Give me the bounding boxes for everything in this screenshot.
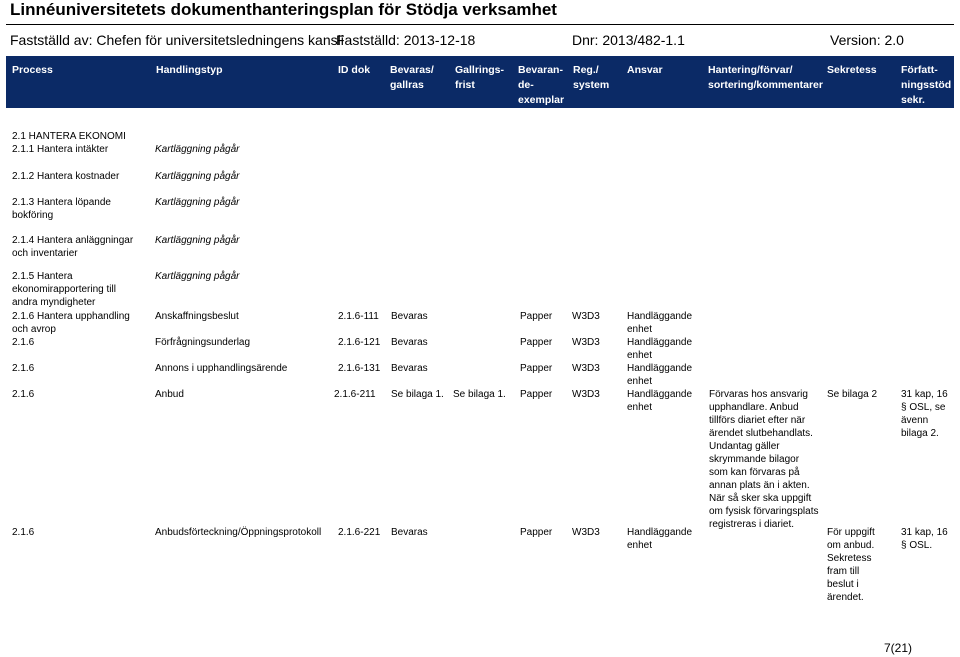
row-gallringsfrist: Se bilaga 1.	[453, 389, 506, 400]
row-system: W3D3	[572, 389, 600, 400]
document-title: Linnéuniversitetets dokumenthanteringsplan för Stödja verksamhet	[10, 0, 557, 19]
section-status: Kartläggning pågår	[155, 271, 240, 282]
row-exemplar: Papper	[520, 363, 553, 374]
established-by: Fastställd av: Chefen för universitetsledningens kansli	[10, 32, 344, 48]
registration-number: Dnr: 2013/482-1.1	[572, 32, 685, 48]
column-header-bevaras: Bevaras/ gallras	[390, 64, 434, 91]
established-date: Fastställd: 2013-12-18	[336, 32, 476, 48]
row-process: 2.1.6	[12, 363, 35, 374]
row-ansvar: Handläggande enhet	[627, 337, 693, 361]
column-header-handlingstyp: Handlingstyp	[156, 64, 223, 76]
row-handlingstyp: Förfrågningsunderlag	[155, 337, 251, 348]
section-status: Kartläggning pågår	[155, 171, 240, 182]
row-forfattning: 31 kap, 16 § OSL.	[901, 527, 948, 551]
column-header-forfattning: Författ- ningsstöd sekr.	[901, 64, 952, 106]
column-header-exemplar: Bevaran- de- exemplar	[518, 64, 565, 106]
row-process: 2.1.6	[12, 337, 35, 348]
section-label: 2.1.5 Hantera ekonomirapportering till andra myndigheter	[12, 271, 116, 308]
row-id: 2.1.6-211	[334, 389, 376, 400]
row-bevaras: Bevaras	[391, 311, 428, 322]
column-header-sekretess: Sekretess	[827, 64, 877, 76]
row-ansvar: Handläggande enhet	[627, 527, 693, 551]
row-bevaras: Se bilaga 1.	[391, 389, 444, 400]
row-hantering: Förvaras hos ansvarig upphandlare. Anbud tillförs diariet efter när ärendet slutbehandlats. Undantag gäller skrymmande bilagor som kan förvaras på annan plats än i akten. När så sker ska uppgift om fysisk förvaringsplats registreras i diariet.	[709, 389, 819, 530]
row-id: 2.1.6-121	[338, 337, 381, 348]
info-bar	[6, 24, 954, 58]
row-ansvar: Handläggande enhet	[627, 389, 693, 413]
column-header-system: Reg./ system	[573, 64, 610, 91]
section-label: 2.1.4 Hantera anläggningar och inventarier	[12, 235, 134, 259]
section-status: Kartläggning pågår	[155, 197, 240, 208]
section-status: Kartläggning pågår	[155, 235, 240, 246]
row-bevaras: Bevaras	[391, 527, 428, 538]
section-label: 2.1.1 Hantera intäkter	[12, 144, 109, 155]
row-handlingstyp: Anbudsförteckning/Öppningsprotokoll	[155, 527, 322, 538]
column-header-process: Process	[12, 64, 53, 76]
row-system: W3D3	[572, 337, 600, 348]
page-number: 7(21)	[884, 641, 913, 655]
column-header-hantering: Hantering/förvar/ sortering/kommentarer	[708, 64, 823, 91]
column-header-ansvar: Ansvar	[627, 64, 663, 76]
row-id: 2.1.6-221	[338, 527, 381, 538]
row-process: 2.1.6 Hantera upphandling och avrop	[12, 311, 130, 335]
row-id: 2.1.6-111	[338, 311, 379, 322]
row-handlingstyp: Anbud	[155, 389, 184, 400]
row-forfattning: 31 kap, 16 § OSL, se ävenn bilaga 2.	[901, 389, 948, 439]
row-handlingstyp: Annons i upphandlingsärende	[155, 363, 288, 374]
row-id: 2.1.6-131	[338, 363, 381, 374]
row-handlingstyp: Anskaffningsbeslut	[155, 311, 239, 322]
section-label: 2.1 HANTERA EKONOMI	[12, 131, 126, 142]
row-ansvar: Handläggande enhet	[627, 311, 693, 335]
section-label: 2.1.2 Hantera kostnader	[12, 171, 120, 182]
row-exemplar: Papper	[520, 311, 553, 322]
row-system: W3D3	[572, 311, 600, 322]
row-sekretess: För uppgift om anbud. Sekretess fram till beslut i ärendet.	[827, 527, 875, 603]
row-system: W3D3	[572, 527, 600, 538]
row-bevaras: Bevaras	[391, 363, 428, 374]
row-bevaras: Bevaras	[391, 337, 428, 348]
row-sekretess: Se bilaga 2	[827, 389, 878, 400]
row-process: 2.1.6	[12, 527, 35, 538]
row-process: 2.1.6	[12, 389, 35, 400]
section-status: Kartläggning pågår	[155, 144, 240, 155]
version: Version: 2.0	[830, 32, 904, 48]
column-header-id: ID dok	[338, 64, 371, 76]
row-exemplar: Papper	[520, 389, 553, 400]
row-ansvar: Handläggande enhet	[627, 363, 693, 387]
row-exemplar: Papper	[520, 337, 553, 348]
row-system: W3D3	[572, 363, 600, 374]
row-exemplar: Papper	[520, 527, 553, 538]
table-header	[6, 56, 954, 108]
section-label: 2.1.3 Hantera löpande bokföring	[12, 197, 111, 221]
column-header-gallringsfrist: Gallrings- frist	[455, 64, 505, 91]
